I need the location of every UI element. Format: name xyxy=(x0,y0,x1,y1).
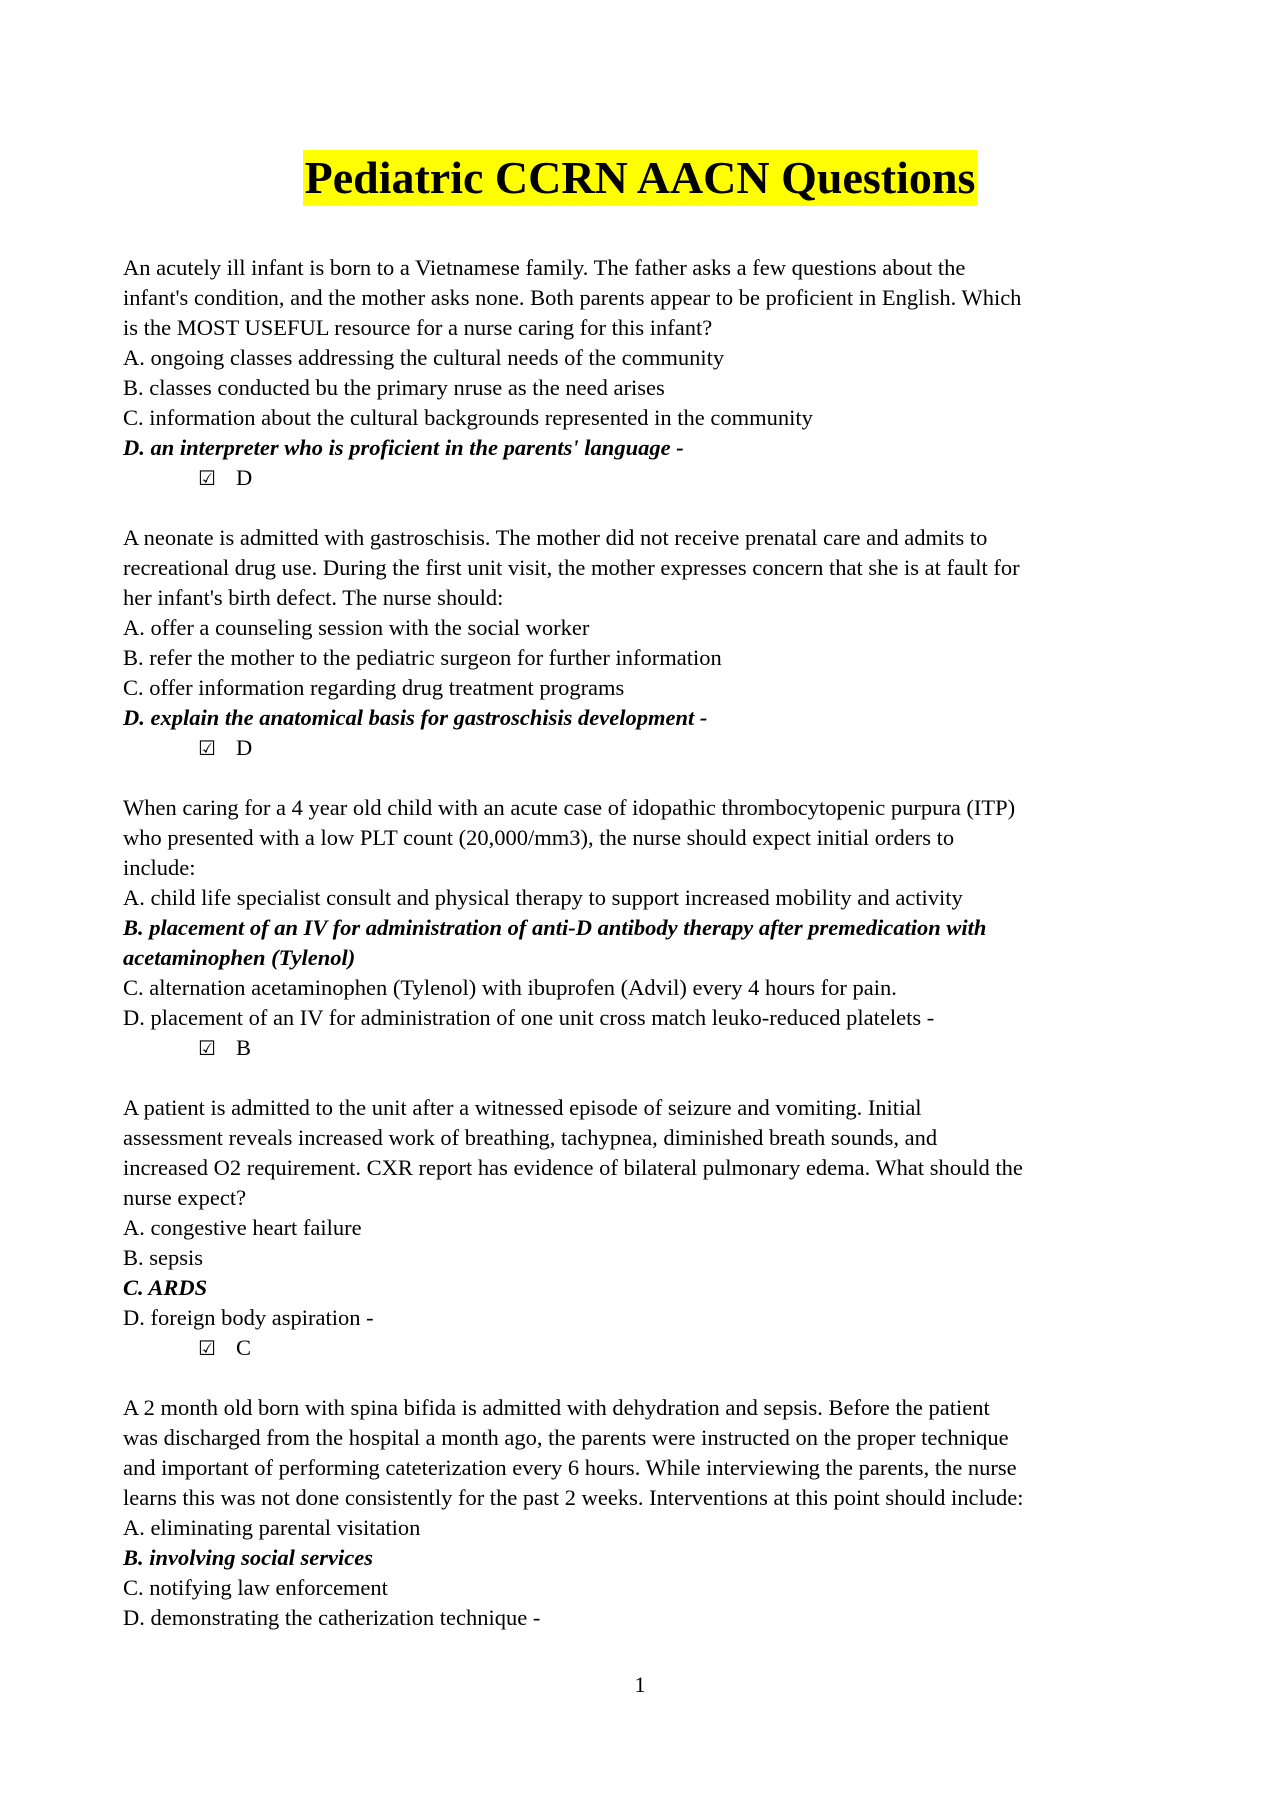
answer-row xyxy=(123,463,1173,493)
option-c: C. offer information regarding drug treatment programs xyxy=(123,675,625,700)
option-b-correct: B. placement of an IV for administration of anti-D antibody therapy after premedication with xyxy=(123,915,987,940)
question-text-line: who presented with a low PLT count (20,000/mm3), the nurse should expect initial orders to xyxy=(123,825,955,850)
document-title: Pediatric CCRN AACN Questions xyxy=(303,150,978,206)
option-d-correct: D. explain the anatomical basis for gastroschisis development - xyxy=(123,705,708,730)
question-text-line: An acutely ill infant is born to a Vietnamese family. The father asks a few questions about the xyxy=(123,255,966,280)
question-4 xyxy=(123,1093,1173,1363)
checkbox-checked-icon: ☑ xyxy=(198,1336,216,1360)
question-text-line: A patient is admitted to the unit after a witnessed episode of seizure and vomiting. Initial xyxy=(123,1095,922,1120)
option-c-correct: C. ARDS xyxy=(123,1275,208,1300)
option-d: D. placement of an IV for administration of one unit cross match leuko-reduced platelets - xyxy=(123,1005,935,1030)
question-text-line: infant's condition, and the mother asks none. Both parents appear to be proficient in English. Which xyxy=(123,285,1022,310)
option-c: C. information about the cultural backgrounds represented in the community xyxy=(123,405,813,430)
option-a: A. offer a counseling session with the social worker xyxy=(123,615,590,640)
title-container xyxy=(0,150,1280,206)
question-list xyxy=(123,253,1173,1663)
question-text-line: and important of performing cateterization every 6 hours. While interviewing the parents, the nurse xyxy=(123,1455,1017,1480)
option-b: B. classes conducted bu the primary nruse as the need arises xyxy=(123,375,665,400)
option-c: C. notifying law enforcement xyxy=(123,1575,388,1600)
answer-letter: C xyxy=(236,1335,252,1360)
question-text-line: nurse expect? xyxy=(123,1185,247,1210)
option-a: A. congestive heart failure xyxy=(123,1215,362,1240)
question-text-line: is the MOST USEFUL resource for a nurse caring for this infant? xyxy=(123,315,713,340)
option-a: A. ongoing classes addressing the cultural needs of the community xyxy=(123,345,725,370)
checkbox-checked-icon: ☑ xyxy=(198,1036,216,1060)
option-b-correct: B. involving social services xyxy=(123,1545,373,1570)
page-number: 1 xyxy=(634,1672,646,1697)
answer-row xyxy=(123,1033,1173,1063)
answer-row xyxy=(123,1333,1173,1363)
checkbox-checked-icon: ☑ xyxy=(198,466,216,490)
option-d: D. foreign body aspiration - xyxy=(123,1305,374,1330)
answer-letter: D xyxy=(236,465,253,490)
question-text-line: assessment reveals increased work of breathing, tachypnea, diminished breath sounds, and xyxy=(123,1125,938,1150)
question-text-line: her infant's birth defect. The nurse should: xyxy=(123,585,504,610)
option-a: A. eliminating parental visitation xyxy=(123,1515,421,1540)
question-text-line: include: xyxy=(123,855,196,880)
option-b-correct-continued: acetaminophen (Tylenol) xyxy=(123,945,356,970)
question-text-line: When caring for a 4 year old child with an acute case of idopathic thrombocytopenic purpura (ITP) xyxy=(123,795,1016,820)
question-5 xyxy=(123,1393,1173,1633)
checkbox-checked-icon: ☑ xyxy=(198,736,216,760)
question-text-line: A neonate is admitted with gastroschisis. The mother did not receive prenatal care and admits to xyxy=(123,525,988,550)
question-3 xyxy=(123,793,1173,1063)
question-text-line: learns this was not done consistently for the past 2 weeks. Interventions at this point should include: xyxy=(123,1485,1024,1510)
option-a: A. child life specialist consult and physical therapy to support increased mobility and activity xyxy=(123,885,963,910)
question-text-line: was discharged from the hospital a month ago, the parents were instructed on the proper technique xyxy=(123,1425,1009,1450)
option-d-correct: D. an interpreter who is proficient in the parents' language - xyxy=(123,435,684,460)
answer-letter: B xyxy=(236,1035,252,1060)
question-text-line: recreational drug use. During the first unit visit, the mother expresses concern that she is at fault for xyxy=(123,555,1020,580)
question-1 xyxy=(123,253,1173,493)
question-text-line: increased O2 requirement. CXR report has evidence of bilateral pulmonary edema. What should the xyxy=(123,1155,1023,1180)
option-b: B. sepsis xyxy=(123,1245,204,1270)
question-2 xyxy=(123,523,1173,763)
option-c: C. alternation acetaminophen (Tylenol) with ibuprofen (Advil) every 4 hours for pain. xyxy=(123,975,897,1000)
option-b: B. refer the mother to the pediatric surgeon for further information xyxy=(123,645,722,670)
answer-letter: D xyxy=(236,735,253,760)
question-text-line: A 2 month old born with spina bifida is admitted with dehydration and sepsis. Before the patient xyxy=(123,1395,990,1420)
answer-row xyxy=(123,733,1173,763)
option-d: D. demonstrating the catherization technique - xyxy=(123,1605,541,1630)
